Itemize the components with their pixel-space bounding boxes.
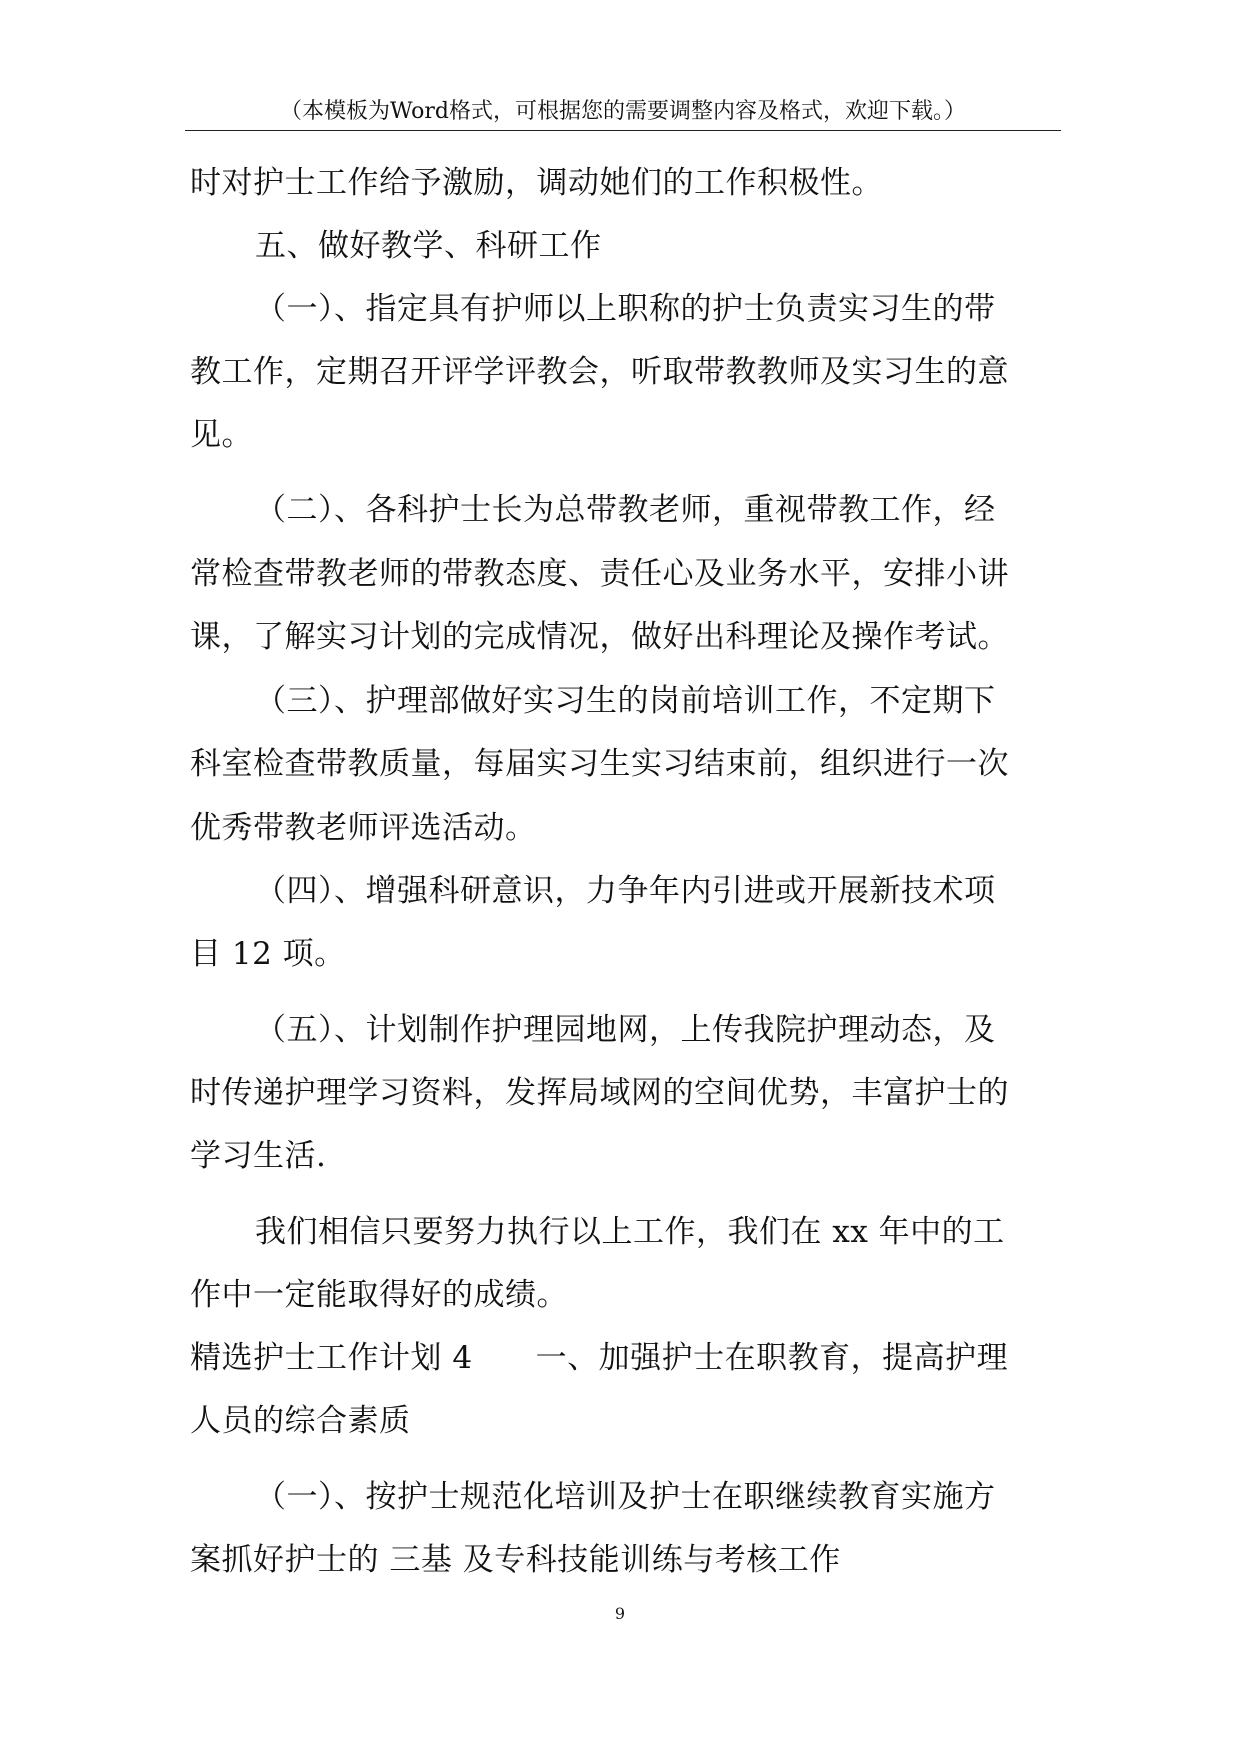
section-heading: 精选护士工作计划 4 一、加强护士在职教育，提高护理 — [190, 1340, 1009, 1376]
body-line: 课，了解实习计划的完成情况，做好出科理论及操作考试。 — [190, 619, 1009, 655]
body-line: （一）、按护士规范化培训及护士在职继续教育实施方 — [255, 1479, 996, 1515]
header-note: （本模板为Word格式，可根据您的需要调整内容及格式，欢迎下载。） — [280, 99, 966, 124]
page-number: 9 — [614, 1604, 626, 1623]
body-line: 常检查带教老师的带教态度、责任心及业务水平，安排小讲 — [190, 556, 1009, 592]
body-line: （三）、护理部做好实习生的岗前培训工作，不定期下 — [255, 683, 996, 719]
body-line: 教工作，定期召开评学评教会，听取带教教师及实习生的意 — [190, 354, 1009, 390]
body-line: 科室检查带教质量，每届实习生实习结束前，组织进行一次 — [190, 746, 1009, 782]
body-line: （五）、计划制作护理园地网，上传我院护理动态，及 — [255, 1012, 996, 1048]
section-heading: 五、做好教学、科研工作 — [255, 228, 602, 264]
header-rule — [185, 130, 1061, 131]
body-line: 时传递护理学习资料，发挥局域网的空间优势，丰富护士的 — [190, 1075, 1009, 1111]
body-line: 学习生活. — [190, 1138, 327, 1174]
body-line: 我们相信只要努力执行以上工作，我们在 xx 年中的工 — [255, 1214, 1005, 1250]
body-line: （一）、指定具有护师以上职称的护士负责实习生的带 — [255, 291, 996, 327]
body-line: 时对护士工作给予激励，调动她们的工作积极性。 — [190, 165, 883, 201]
body-line: 目 12 项。 — [190, 936, 346, 972]
body-line: 作中一定能取得好的成绩。 — [190, 1277, 568, 1313]
body-line: （四）、增强科研意识，力争年内引进或开展新技术项 — [255, 873, 996, 909]
body-line: （二）、各科护士长为总带教老师，重视带教工作，经 — [255, 492, 996, 528]
body-line: 优秀带教老师评选活动。 — [190, 810, 537, 846]
body-line: 案抓好护士的 三基 及专科技能训练与考核工作 — [190, 1542, 841, 1578]
body-line: 人员的综合素质 — [190, 1403, 411, 1439]
body-line: 见。 — [190, 417, 253, 453]
